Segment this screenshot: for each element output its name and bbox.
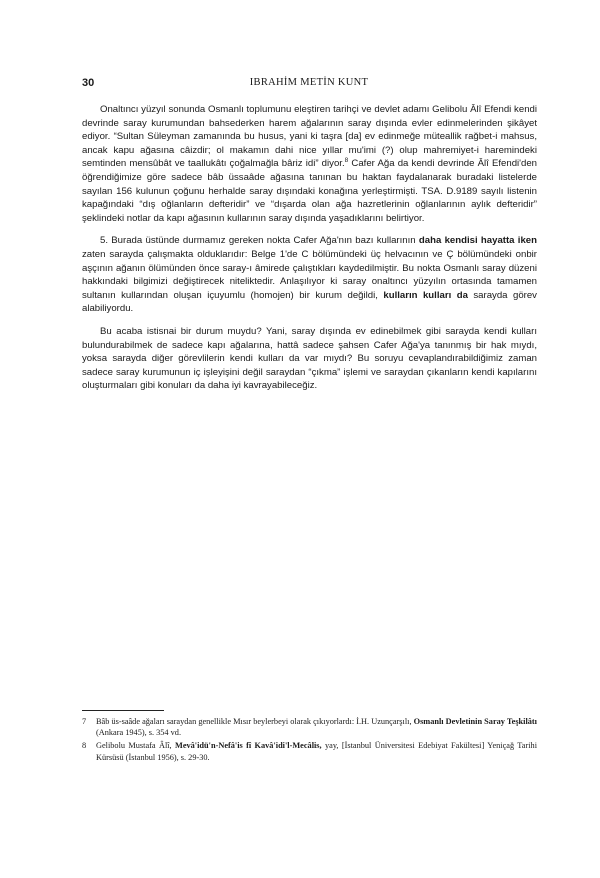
paragraph-2	[82, 234, 537, 316]
footnotes	[82, 716, 537, 765]
footnote-reference: 8	[344, 157, 349, 165]
footnote-number: 7	[82, 717, 87, 726]
footnote-7	[82, 716, 537, 738]
page-header	[82, 77, 536, 91]
footnote-divider	[82, 710, 164, 711]
footnote-text-b: (Ankara 1945), s. 354 vd.	[96, 728, 182, 738]
footnote-text-b: yay, [İstanbul Üniversitesi Edebiyat Fakültesi] Yeniçağ Tarihi Kürsüsü (İstanbul 1956), s. 29-30.	[96, 741, 537, 762]
running-head: IBRAHİM METİN KUNT	[249, 77, 369, 88]
paragraph-2-text-b: zaten sarayda çalışmakta olduklarıdır: Belge 1'de C bölümündeki üç helvacının ve Ç bölümündeki onbir aşçının ağanın ölümünden önce saray-ı âmirede çalıştıkları kaydedilmiştir. Bu nokta Osmanlı saray düzeni hakkındaki bilgimizi değiştirecek niteliktedir. Anlaşılıyor ki saray onaltıncı yüzyılın ortasında tamamen sultanın kullarından oluşan içuyumlu (homojen) bir kurum değildi,	[82, 248, 537, 301]
body-text	[82, 103, 537, 402]
paragraph-2-text-a: 5. Burada üstünde durmamız gereken nokta Cafer Ağa'nın bazı kullarının	[100, 235, 419, 247]
footnote-book-title: Mevâ'idü'n-Nefâ'is fî Kavâ'idi'l-Mecâlis,	[175, 741, 322, 751]
page-number: 30	[82, 77, 95, 89]
paragraph-2-text-c: sarayda görev alabiliyordu.	[82, 289, 537, 315]
footnote-text-a: Gelibolu Mustafa Âlî,	[96, 741, 175, 751]
footnote-8	[82, 740, 537, 762]
footnote-number: 8	[82, 741, 87, 751]
paragraph-3: Bu acaba istisnai bir durum muydu? Yani, saray dışında ev edinebilmek gibi sarayda kendi kulları bulundurabilmek de sadece kapı ağalarına, hattâ sadece şahsen Cafer Ağa'ya tanınmış bir hak mıydı, yoksa sarayda diğer görevlilerin kendi kulları da var mıydı? Bu soruyu cevaplandırabildiğimiz zaman sadece saray kurumunun iç işleyişini değil saraydan “çıkma” işlemi ve saraydan çıkanların kendi kapılarını oluşturmaları gibi konuları da daha iyi kavrayabileceğiz.	[82, 325, 537, 392]
paragraph-2-emphasis-2: kulların kulları da	[383, 289, 468, 301]
paragraph-2-emphasis-1: daha kendisi hayatta iken	[418, 235, 537, 247]
footnote-book-title: Osmanlı Devletinin Saray Teşkilâtı	[413, 717, 537, 726]
paragraph-1-text-b: Cafer Ağa da kendi devrinde Âlî Efendi'den öğrendiğimize göre sadece bâb üssaâde ağasına tanınan bu haktan faydalanarak buradaki listelerde sayılan 156 kulunun çoğunu herhalde saray dışındaki konağına yerleştirmişti. TSA. D.9189 sayılı listenin kapağındaki “dış oğlanların defteridir” ve “dışarda olan ağa hazretlerinin oğlanlarının aylık defteridir” şeklindeki notlar da kapı ağasının kullarının saray dışında yaşadıklarını belirtiyor.	[82, 158, 537, 224]
footnote-text-a: Bâb üs-saâde ağaları saraydan genellikle Mısır beylerbeyi olarak çıkıyorlardı: İ.H. Uzunçarşılı,	[96, 717, 414, 726]
paragraph-1-text-a: Onaltıncı yüzyıl sonunda Osmanlı toplumunu eleştiren tarihçi ve devlet adamı Gelibolu Âlî Efendi kendi devrinde saray kurumundan bahsederken harem ağalarının saray dışında evler edinmelerinden şikâyet ediyor. “Sultan Süleyman zamanında bu husus, yani ki taşra [da] ev edinmeğe müteallik rağbet-i mahsus, ancak kapu ağasına câizdir; ol makamın dahi nice yıllar mu'imi (?) olup mahremiyet-i haremindeki semtinden mensûbât ve taallukâtı çoğalmağla bâriz idi” diyor.	[82, 104, 537, 170]
paragraph-1	[82, 103, 537, 225]
